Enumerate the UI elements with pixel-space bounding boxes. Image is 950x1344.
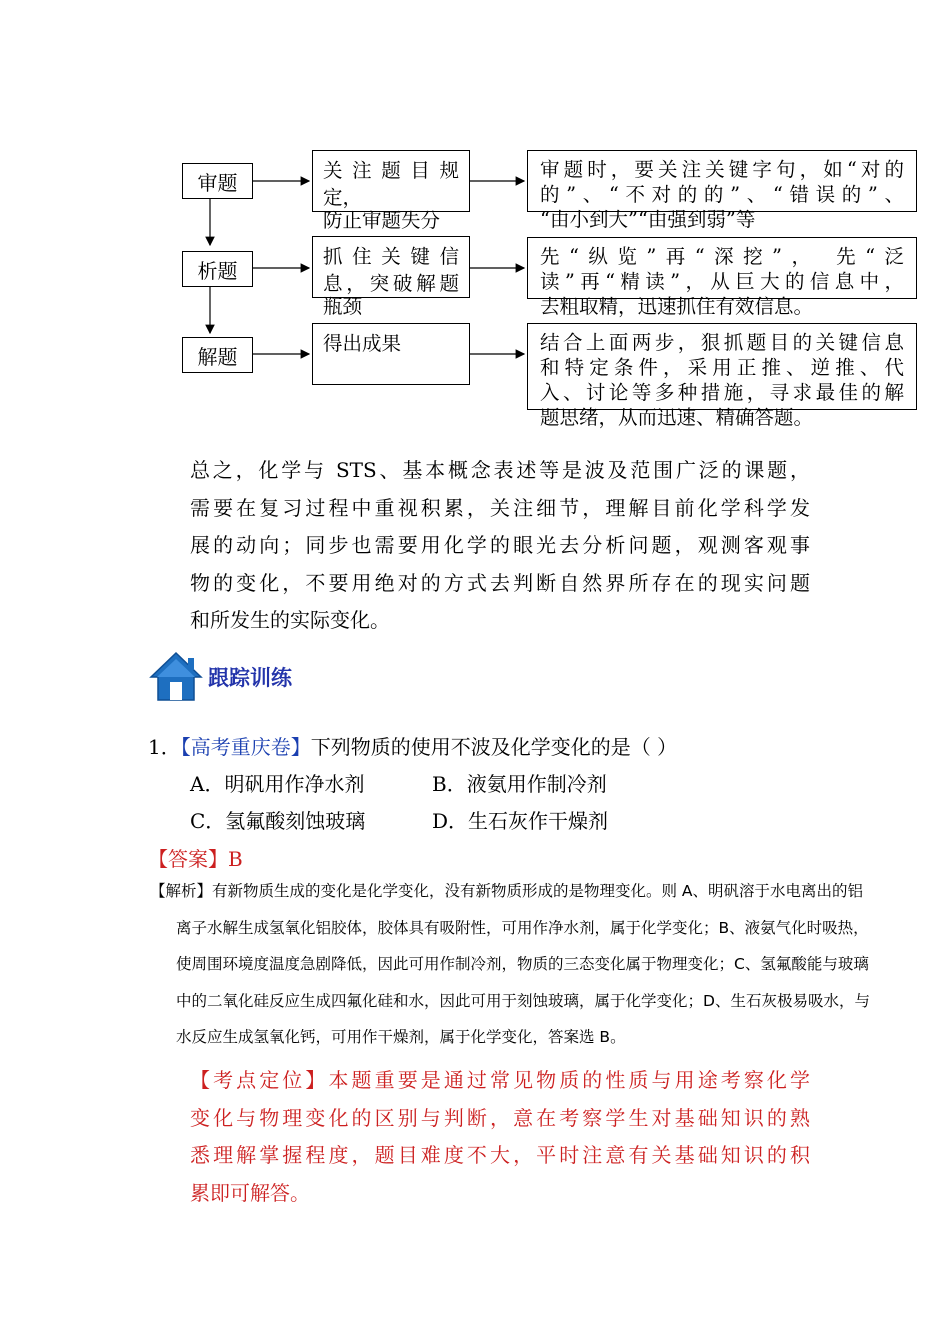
option-b: B．液氨用作制冷剂 (432, 772, 607, 796)
section-title: 跟踪训练 (208, 666, 292, 690)
detail-text: 去粗取精，迅速抓住有效信息。 (540, 295, 814, 318)
focus-text: 抓 住 关 键 信 (323, 245, 459, 268)
section-heading (148, 650, 292, 704)
analysis-line: 中的二氧化硅反应生成四氟化硅和水，因此可用于刻蚀玻璃，属于化学变化；D、生石灰极易吸水，与 (176, 991, 870, 1010)
summary-line: 需要在复习过程中重视积累，关注细节，理解目前化学科学发 (190, 495, 810, 520)
summary-line: 展的动向；同步也需要用化学的眼光去分析问题，观测客观事 (190, 533, 810, 557)
step-box-2 (182, 251, 253, 287)
focus-text: 得出成果 (323, 332, 402, 355)
point-line: 累即可解答。 (190, 1180, 310, 1205)
analysis-line: 使周围环境度温度急剧降低，因此可用作制冷剂，物质的三态变化属于物理变化；C、氢氟酸能与玻璃 (176, 955, 869, 973)
exam-point (190, 1062, 810, 1212)
point-line: 变化与物理变化的区别与判断，意在考察学生对基础知识的熟 (190, 1105, 810, 1130)
detail-text: 入、讨论等多种措施，寻求最佳的解 (540, 381, 904, 404)
focus-text: 定， (323, 186, 363, 209)
point-line: 悉理解掌握程度，题目难度不大，平时注意有关基础知识的积 (190, 1143, 810, 1167)
detail-box-1 (527, 150, 917, 231)
detail-text: 审题时，要关注关键字句，如“对的 (540, 158, 904, 181)
detail-text: 的”、“不对的的”、“错误的”、 (540, 183, 904, 206)
focus-text: 防止审题失分 (323, 209, 441, 232)
home-icon (148, 650, 204, 704)
step-box-1 (182, 163, 253, 199)
summary-line: 总之，化学与 STS、基本概念表述等是波及范围广泛的课题， (190, 458, 810, 482)
step-label: 析题 (197, 258, 238, 283)
summary-line: 和所发生的实际变化。 (190, 608, 390, 632)
focus-text: 关 注 题 目 规 (323, 159, 459, 182)
detail-text: 题思绪，从而迅速、精确答题。 (540, 406, 814, 429)
focus-text: 瓶颈 (323, 295, 363, 318)
question-text: 下列物质的使用不波及化学变化的是（ ） (310, 735, 678, 759)
focus-box-2 (312, 236, 470, 318)
detail-text: 结合上面两步，狠抓题目的关键信息 (540, 331, 904, 354)
analysis-line: 水反应生成氢氧化钙，可用作干燥剂，属于化学变化，答案选 B。 (176, 1028, 626, 1046)
question-stem (148, 731, 677, 760)
summary-paragraph (190, 452, 810, 640)
detail-box-3 (527, 323, 917, 429)
answer-label: 【答案】 (148, 847, 228, 871)
point-line: 【考点定位】本题重要是通过常见物质的性质与用途考察化学 (190, 1068, 810, 1092)
focus-text: 息，突破解题 (323, 272, 459, 295)
step-box-3 (182, 337, 253, 373)
option-c: C．氢氟酸刻蚀玻璃 (190, 809, 366, 833)
analysis-block (150, 873, 920, 1056)
step-label: 解题 (197, 344, 238, 369)
detail-text: “由小到大”“由强到弱”等 (540, 208, 756, 231)
summary-line: 物的变化，不要用绝对的方式去判断自然界所存在的现实问题 (190, 570, 810, 595)
analysis-line: 【解析】有新物质生成的变化是化学变化，没有新物质形成的是物理变化。则 A、明矾溶于水电离出的铝 (150, 882, 864, 900)
detail-text: 先“纵览”再“深挖”， 先“泛 (540, 245, 904, 268)
focus-box-3 (312, 323, 470, 385)
analysis-line: 离子水解生成氢氧化铝胶体，胶体具有吸附性，可用作净水剂，属于化学变化；B、液氨气化时吸热， (176, 918, 869, 937)
option-a: A．明矾用作净水剂 (190, 772, 365, 796)
focus-box-1 (312, 150, 470, 232)
detail-text: 和特定条件，采用正推、逆推、代 (540, 356, 904, 379)
step-label: 审题 (197, 170, 238, 195)
answer-line (148, 843, 243, 872)
question-source: 【高考重庆卷】 (180, 735, 311, 759)
answer-value: B (228, 847, 243, 871)
option-d: D．生石灰作干燥剂 (432, 809, 609, 833)
question-number: 1． (148, 735, 181, 759)
detail-box-2 (527, 237, 917, 318)
detail-text: 读”再“精读”，从巨大的信息中， (540, 270, 904, 293)
